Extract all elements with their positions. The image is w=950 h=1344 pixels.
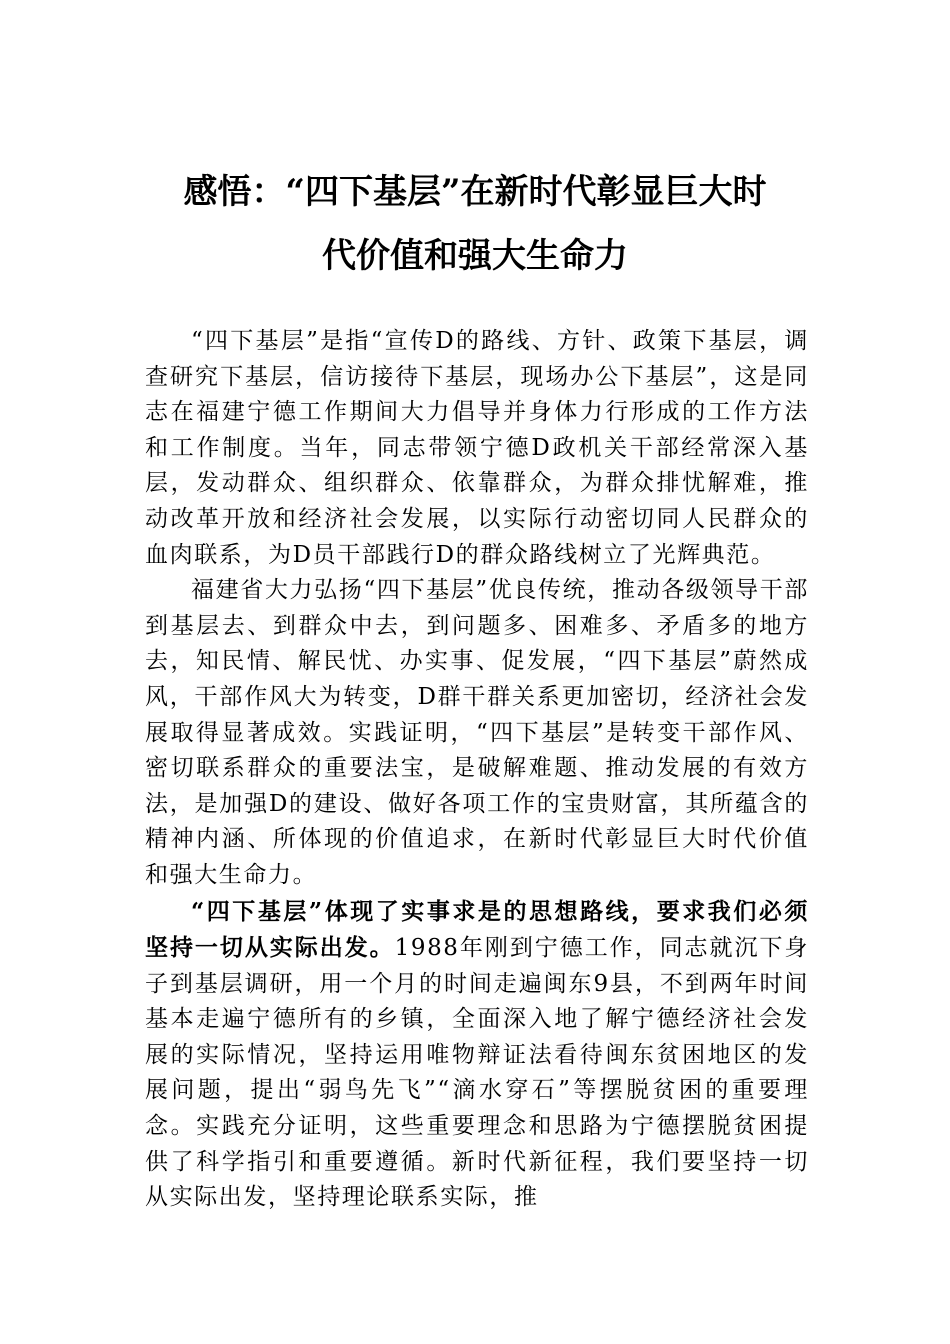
title-line-2: 代价值和强大生命力 — [322, 236, 628, 276]
title-line-1: 感悟：“四下基层”在新时代彰显巨大时 — [183, 172, 767, 212]
paragraph-3-text: 1988年刚到宁德工作，同志就沉下身子到基层调研，用一个月的时间走遍闽东9县，不到两年时间基本走遍宁德所有的乡镇，全面深入地了解宁德经济社会发展的实际情况，坚持运用唯物辩证法看待闽东贫困地区的发展问题，提出“弱鸟先飞”“滴水穿石”等摆脱贫困的重要理念。实践充分证明，这些重要理念和思路为宁德摆脱贫困提供了科学指引和重要遵循。新时代新征程，我们要坚持一切从实际出发，坚持理论联系实际，推 — [145, 935, 809, 1211]
paragraph-3-lead: “四下基层”体现了实事求是的思想路线，要求我们必须坚持一切从实际出发。 — [145, 897, 809, 962]
document-title — [145, 160, 805, 288]
paragraph-1: “四下基层”是指“宣传D的路线、方针、政策下基层，调查研究下基层，信访接待下基层，现场办公下基层”，这是同志在福建宁德工作期间大力倡导并身体力行形成的工作方法和工作制度。当年，同志带领宁德D政机关干部经常深入基层，发动群众、组织群众、依靠群众，为群众排忧解难，推动改革开放和经济社会发展，以实际行动密切同人民群众的血肉联系，为D员干部践行D的群众路线树立了光辉典范。 — [145, 328, 809, 568]
document-body — [145, 324, 809, 1216]
paragraph-3 — [145, 894, 809, 1216]
paragraph-2: 福建省大力弘扬“四下基层”优良传统，推动各级领导干部到基层去、到群众中去，到问题多、困难多、矛盾多的地方去，知民情、解民忧、办实事、促发展，“四下基层”蔚然成风，干部作风大为转变，D群干群关系更加密切，经济社会发展取得显著成效。实践证明，“四下基层”是转变干部作风、密切联系群众的重要法宝，是破解难题、推动发展的有效方法，是加强D的建设、做好各项工作的宝贵财富，其所蕴含的精神内涵、所体现的价值追求，在新时代彰显巨大时代价值和强大生命力。 — [145, 577, 809, 888]
